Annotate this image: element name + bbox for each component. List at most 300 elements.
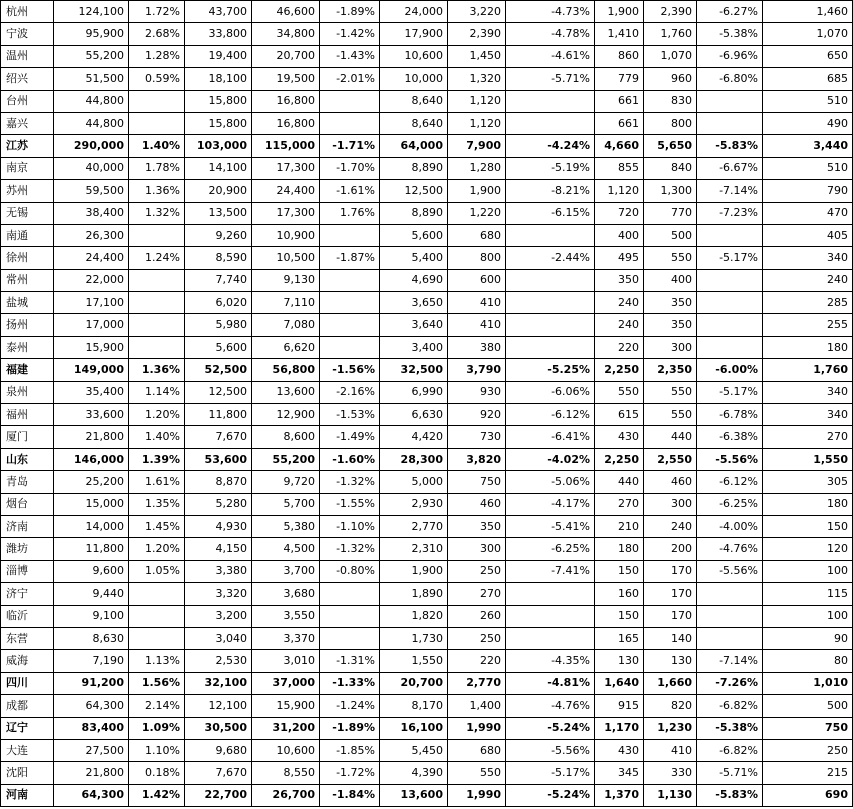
- value-cell: -1.32%: [320, 538, 380, 560]
- region-name-cell: 盐城: [1, 292, 54, 314]
- value-cell: 20,900: [185, 180, 252, 202]
- value-cell: [129, 292, 185, 314]
- value-cell: [320, 224, 380, 246]
- value-cell: 350: [595, 269, 644, 291]
- value-cell: 120: [763, 538, 853, 560]
- value-cell: 33,800: [185, 23, 252, 45]
- value-cell: [129, 336, 185, 358]
- value-cell: 2,310: [380, 538, 448, 560]
- value-cell: 960: [644, 68, 697, 90]
- value-cell: 15,800: [185, 112, 252, 134]
- value-cell: 100: [763, 560, 853, 582]
- value-cell: 7,740: [185, 269, 252, 291]
- value-cell: 2,390: [644, 1, 697, 23]
- value-cell: 1,760: [763, 359, 853, 381]
- value-cell: 26,700: [252, 784, 320, 806]
- value-cell: 12,500: [185, 381, 252, 403]
- value-cell: 59,500: [54, 180, 129, 202]
- value-cell: 9,100: [54, 605, 129, 627]
- value-cell: -1.84%: [320, 784, 380, 806]
- value-cell: 250: [763, 739, 853, 761]
- value-cell: [129, 314, 185, 336]
- value-cell: 5,280: [185, 493, 252, 515]
- value-cell: 1.61%: [129, 471, 185, 493]
- value-cell: -5.19%: [506, 157, 595, 179]
- value-cell: 21,800: [54, 426, 129, 448]
- value-cell: 1,010: [763, 672, 853, 694]
- value-cell: 260: [448, 605, 506, 627]
- value-cell: 146,000: [54, 448, 129, 470]
- value-cell: 10,600: [380, 45, 448, 67]
- value-cell: 6,620: [252, 336, 320, 358]
- value-cell: 1.76%: [320, 202, 380, 224]
- value-cell: 915: [595, 695, 644, 717]
- value-cell: -4.17%: [506, 493, 595, 515]
- value-cell: 1,640: [595, 672, 644, 694]
- value-cell: 8,590: [185, 247, 252, 269]
- value-cell: 495: [595, 247, 644, 269]
- value-cell: 22,700: [185, 784, 252, 806]
- value-cell: 15,900: [54, 336, 129, 358]
- value-cell: 1,300: [644, 180, 697, 202]
- value-cell: -1.70%: [320, 157, 380, 179]
- value-cell: 15,000: [54, 493, 129, 515]
- region-name-cell: 无锡: [1, 202, 54, 224]
- value-cell: 661: [595, 112, 644, 134]
- value-cell: 6,630: [380, 404, 448, 426]
- value-cell: 103,000: [185, 135, 252, 157]
- value-cell: 14,000: [54, 515, 129, 537]
- region-name-cell: 南通: [1, 224, 54, 246]
- value-cell: 2.68%: [129, 23, 185, 45]
- value-cell: 680: [448, 739, 506, 761]
- value-cell: -5.56%: [697, 448, 763, 470]
- value-cell: 160: [595, 583, 644, 605]
- value-cell: -2.44%: [506, 247, 595, 269]
- value-cell: 800: [448, 247, 506, 269]
- province-row: [1, 672, 853, 694]
- city-row: [1, 247, 853, 269]
- value-cell: -6.82%: [697, 695, 763, 717]
- value-cell: [506, 112, 595, 134]
- value-cell: 510: [763, 90, 853, 112]
- value-cell: 22,000: [54, 269, 129, 291]
- value-cell: 255: [763, 314, 853, 336]
- value-cell: 430: [595, 739, 644, 761]
- value-cell: 210: [595, 515, 644, 537]
- value-cell: 2,390: [448, 23, 506, 45]
- region-name-cell: 威海: [1, 650, 54, 672]
- value-cell: 400: [595, 224, 644, 246]
- value-cell: [129, 605, 185, 627]
- value-cell: 24,400: [252, 180, 320, 202]
- value-cell: [506, 314, 595, 336]
- value-cell: 9,720: [252, 471, 320, 493]
- value-cell: -5.24%: [506, 784, 595, 806]
- value-cell: 56,800: [252, 359, 320, 381]
- value-cell: 220: [595, 336, 644, 358]
- value-cell: -1.85%: [320, 739, 380, 761]
- value-cell: 1,550: [763, 448, 853, 470]
- city-row: [1, 292, 853, 314]
- value-cell: 270: [595, 493, 644, 515]
- province-row: [1, 448, 853, 470]
- value-cell: [506, 269, 595, 291]
- value-cell: -5.56%: [506, 739, 595, 761]
- value-cell: [129, 583, 185, 605]
- value-cell: 55,200: [252, 448, 320, 470]
- value-cell: 9,600: [54, 560, 129, 582]
- value-cell: 5,980: [185, 314, 252, 336]
- city-row: [1, 90, 853, 112]
- region-name-cell: 成都: [1, 695, 54, 717]
- city-row: [1, 695, 853, 717]
- value-cell: 15,900: [252, 695, 320, 717]
- value-cell: -7.23%: [697, 202, 763, 224]
- value-cell: -4.02%: [506, 448, 595, 470]
- region-name-cell: 山东: [1, 448, 54, 470]
- value-cell: -6.82%: [697, 739, 763, 761]
- region-name-cell: 扬州: [1, 314, 54, 336]
- region-name-cell: 福州: [1, 404, 54, 426]
- value-cell: 1,410: [595, 23, 644, 45]
- value-cell: 410: [448, 314, 506, 336]
- value-cell: 170: [644, 560, 697, 582]
- value-cell: 3,550: [252, 605, 320, 627]
- value-cell: 7,900: [448, 135, 506, 157]
- value-cell: 1.24%: [129, 247, 185, 269]
- value-cell: [320, 292, 380, 314]
- value-cell: 2,250: [595, 359, 644, 381]
- value-cell: 0.18%: [129, 762, 185, 784]
- value-cell: [129, 627, 185, 649]
- city-row: [1, 23, 853, 45]
- value-cell: 860: [595, 45, 644, 67]
- table-body: [1, 1, 853, 807]
- value-cell: [320, 112, 380, 134]
- value-cell: 180: [763, 336, 853, 358]
- value-cell: 18,100: [185, 68, 252, 90]
- value-cell: -1.43%: [320, 45, 380, 67]
- value-cell: 240: [595, 292, 644, 314]
- value-cell: 150: [595, 605, 644, 627]
- value-cell: [320, 627, 380, 649]
- value-cell: 26,300: [54, 224, 129, 246]
- city-row: [1, 583, 853, 605]
- value-cell: 5,600: [380, 224, 448, 246]
- value-cell: 95,900: [54, 23, 129, 45]
- value-cell: [320, 336, 380, 358]
- value-cell: 12,900: [252, 404, 320, 426]
- value-cell: 1.39%: [129, 448, 185, 470]
- value-cell: 1,990: [448, 784, 506, 806]
- value-cell: 16,800: [252, 112, 320, 134]
- value-cell: 2,770: [448, 672, 506, 694]
- value-cell: 1.10%: [129, 739, 185, 761]
- region-name-cell: 大连: [1, 739, 54, 761]
- value-cell: [506, 583, 595, 605]
- value-cell: 1,230: [644, 717, 697, 739]
- value-cell: -4.61%: [506, 45, 595, 67]
- value-cell: -0.80%: [320, 560, 380, 582]
- value-cell: -7.14%: [697, 180, 763, 202]
- value-cell: 750: [448, 471, 506, 493]
- value-cell: 52,500: [185, 359, 252, 381]
- value-cell: 64,300: [54, 695, 129, 717]
- city-row: [1, 650, 853, 672]
- value-cell: -4.76%: [697, 538, 763, 560]
- value-cell: [129, 90, 185, 112]
- value-cell: 1,120: [448, 112, 506, 134]
- value-cell: -1.89%: [320, 717, 380, 739]
- value-cell: [506, 90, 595, 112]
- value-cell: 12,100: [185, 695, 252, 717]
- value-cell: -5.17%: [697, 381, 763, 403]
- value-cell: 5,400: [380, 247, 448, 269]
- value-cell: 30,500: [185, 717, 252, 739]
- value-cell: 240: [644, 515, 697, 537]
- region-name-cell: 嘉兴: [1, 112, 54, 134]
- value-cell: 340: [763, 247, 853, 269]
- city-row: [1, 404, 853, 426]
- value-cell: 170: [644, 583, 697, 605]
- value-cell: -1.87%: [320, 247, 380, 269]
- value-cell: 1,890: [380, 583, 448, 605]
- value-cell: [506, 627, 595, 649]
- value-cell: -1.72%: [320, 762, 380, 784]
- value-cell: 440: [644, 426, 697, 448]
- value-cell: 3,680: [252, 583, 320, 605]
- value-cell: 8,640: [380, 112, 448, 134]
- value-cell: 6,020: [185, 292, 252, 314]
- value-cell: 3,370: [252, 627, 320, 649]
- value-cell: 380: [448, 336, 506, 358]
- value-cell: 55,200: [54, 45, 129, 67]
- region-name-cell: 常州: [1, 269, 54, 291]
- value-cell: -7.26%: [697, 672, 763, 694]
- value-cell: 46,600: [252, 1, 320, 23]
- value-cell: 11,800: [54, 538, 129, 560]
- value-cell: 64,300: [54, 784, 129, 806]
- value-cell: 270: [448, 583, 506, 605]
- value-cell: 1,460: [763, 1, 853, 23]
- value-cell: 14,100: [185, 157, 252, 179]
- region-name-cell: 泉州: [1, 381, 54, 403]
- value-cell: 10,900: [252, 224, 320, 246]
- region-name-cell: 四川: [1, 672, 54, 694]
- value-cell: 661: [595, 90, 644, 112]
- value-cell: 3,200: [185, 605, 252, 627]
- value-cell: [506, 336, 595, 358]
- value-cell: 43,700: [185, 1, 252, 23]
- value-cell: 24,400: [54, 247, 129, 269]
- value-cell: 1,990: [448, 717, 506, 739]
- value-cell: 470: [763, 202, 853, 224]
- value-cell: 250: [448, 560, 506, 582]
- city-row: [1, 493, 853, 515]
- value-cell: 5,600: [185, 336, 252, 358]
- value-cell: 17,300: [252, 202, 320, 224]
- value-cell: 24,000: [380, 1, 448, 23]
- value-cell: 1.36%: [129, 180, 185, 202]
- value-cell: 8,870: [185, 471, 252, 493]
- value-cell: 124,100: [54, 1, 129, 23]
- region-name-cell: 潍坊: [1, 538, 54, 560]
- value-cell: -6.96%: [697, 45, 763, 67]
- value-cell: 44,800: [54, 90, 129, 112]
- value-cell: 1,760: [644, 23, 697, 45]
- value-cell: 2,350: [644, 359, 697, 381]
- value-cell: -6.41%: [506, 426, 595, 448]
- value-cell: 150: [595, 560, 644, 582]
- value-cell: [129, 112, 185, 134]
- value-cell: 550: [644, 404, 697, 426]
- value-cell: 1,370: [595, 784, 644, 806]
- value-cell: -6.25%: [506, 538, 595, 560]
- region-name-cell: 徐州: [1, 247, 54, 269]
- value-cell: -5.71%: [697, 762, 763, 784]
- value-cell: 1,170: [595, 717, 644, 739]
- value-cell: 5,450: [380, 739, 448, 761]
- value-cell: 38,400: [54, 202, 129, 224]
- value-cell: 10,600: [252, 739, 320, 761]
- value-cell: 730: [448, 426, 506, 448]
- value-cell: 100: [763, 605, 853, 627]
- region-name-cell: 福建: [1, 359, 54, 381]
- value-cell: 2,550: [644, 448, 697, 470]
- value-cell: -1.53%: [320, 404, 380, 426]
- value-cell: 3,010: [252, 650, 320, 672]
- value-cell: 779: [595, 68, 644, 90]
- value-cell: 8,890: [380, 157, 448, 179]
- value-cell: 1,320: [448, 68, 506, 90]
- value-cell: 300: [448, 538, 506, 560]
- value-cell: 4,930: [185, 515, 252, 537]
- province-row: [1, 784, 853, 806]
- city-row: [1, 68, 853, 90]
- value-cell: 8,630: [54, 627, 129, 649]
- value-cell: 19,500: [252, 68, 320, 90]
- region-name-cell: 南京: [1, 157, 54, 179]
- value-cell: 7,190: [54, 650, 129, 672]
- value-cell: 820: [644, 695, 697, 717]
- value-cell: 510: [763, 157, 853, 179]
- value-cell: 180: [763, 493, 853, 515]
- value-cell: -6.80%: [697, 68, 763, 90]
- city-row: [1, 202, 853, 224]
- value-cell: 9,130: [252, 269, 320, 291]
- value-cell: 240: [763, 269, 853, 291]
- value-cell: 17,000: [54, 314, 129, 336]
- value-cell: 31,200: [252, 717, 320, 739]
- value-cell: 130: [595, 650, 644, 672]
- value-cell: 240: [595, 314, 644, 336]
- value-cell: 16,800: [252, 90, 320, 112]
- value-cell: [697, 336, 763, 358]
- city-row: [1, 605, 853, 627]
- value-cell: 51,500: [54, 68, 129, 90]
- value-cell: 80: [763, 650, 853, 672]
- value-cell: 7,670: [185, 762, 252, 784]
- value-cell: 16,100: [380, 717, 448, 739]
- city-row: [1, 112, 853, 134]
- region-name-cell: 台州: [1, 90, 54, 112]
- value-cell: -5.24%: [506, 717, 595, 739]
- value-cell: -4.00%: [697, 515, 763, 537]
- value-cell: -4.73%: [506, 1, 595, 23]
- province-row: [1, 717, 853, 739]
- value-cell: 3,790: [448, 359, 506, 381]
- value-cell: 1.32%: [129, 202, 185, 224]
- value-cell: 28,300: [380, 448, 448, 470]
- value-cell: 12,500: [380, 180, 448, 202]
- value-cell: 3,320: [185, 583, 252, 605]
- value-cell: 250: [448, 627, 506, 649]
- value-cell: 1,820: [380, 605, 448, 627]
- value-cell: 830: [644, 90, 697, 112]
- region-name-cell: 杭州: [1, 1, 54, 23]
- value-cell: 13,500: [185, 202, 252, 224]
- region-name-cell: 青岛: [1, 471, 54, 493]
- city-row: [1, 224, 853, 246]
- value-cell: 17,300: [252, 157, 320, 179]
- value-cell: 1.42%: [129, 784, 185, 806]
- value-cell: 1,660: [644, 672, 697, 694]
- value-cell: 13,600: [252, 381, 320, 403]
- value-cell: 340: [763, 404, 853, 426]
- value-cell: 1,220: [448, 202, 506, 224]
- value-cell: -6.12%: [506, 404, 595, 426]
- value-cell: 1,550: [380, 650, 448, 672]
- value-cell: 650: [763, 45, 853, 67]
- value-cell: 1,120: [595, 180, 644, 202]
- value-cell: [320, 583, 380, 605]
- value-cell: -2.16%: [320, 381, 380, 403]
- value-cell: 405: [763, 224, 853, 246]
- value-cell: 855: [595, 157, 644, 179]
- value-cell: 1,400: [448, 695, 506, 717]
- region-name-cell: 东营: [1, 627, 54, 649]
- value-cell: -5.25%: [506, 359, 595, 381]
- city-row: [1, 426, 853, 448]
- city-row: [1, 336, 853, 358]
- city-row: [1, 739, 853, 761]
- value-cell: [506, 292, 595, 314]
- value-cell: -7.41%: [506, 560, 595, 582]
- region-name-cell: 烟台: [1, 493, 54, 515]
- value-cell: 180: [595, 538, 644, 560]
- value-cell: -5.38%: [697, 717, 763, 739]
- value-cell: 5,700: [252, 493, 320, 515]
- value-cell: 7,670: [185, 426, 252, 448]
- value-cell: 330: [644, 762, 697, 784]
- value-cell: 550: [595, 381, 644, 403]
- value-cell: 5,000: [380, 471, 448, 493]
- value-cell: 32,500: [380, 359, 448, 381]
- value-cell: 170: [644, 605, 697, 627]
- value-cell: 410: [644, 739, 697, 761]
- value-cell: 3,040: [185, 627, 252, 649]
- region-name-cell: 淄博: [1, 560, 54, 582]
- value-cell: -4.78%: [506, 23, 595, 45]
- value-cell: 1.72%: [129, 1, 185, 23]
- value-cell: 1.45%: [129, 515, 185, 537]
- province-row: [1, 359, 853, 381]
- value-cell: -1.60%: [320, 448, 380, 470]
- value-cell: [697, 605, 763, 627]
- value-cell: 35,400: [54, 381, 129, 403]
- value-cell: [320, 314, 380, 336]
